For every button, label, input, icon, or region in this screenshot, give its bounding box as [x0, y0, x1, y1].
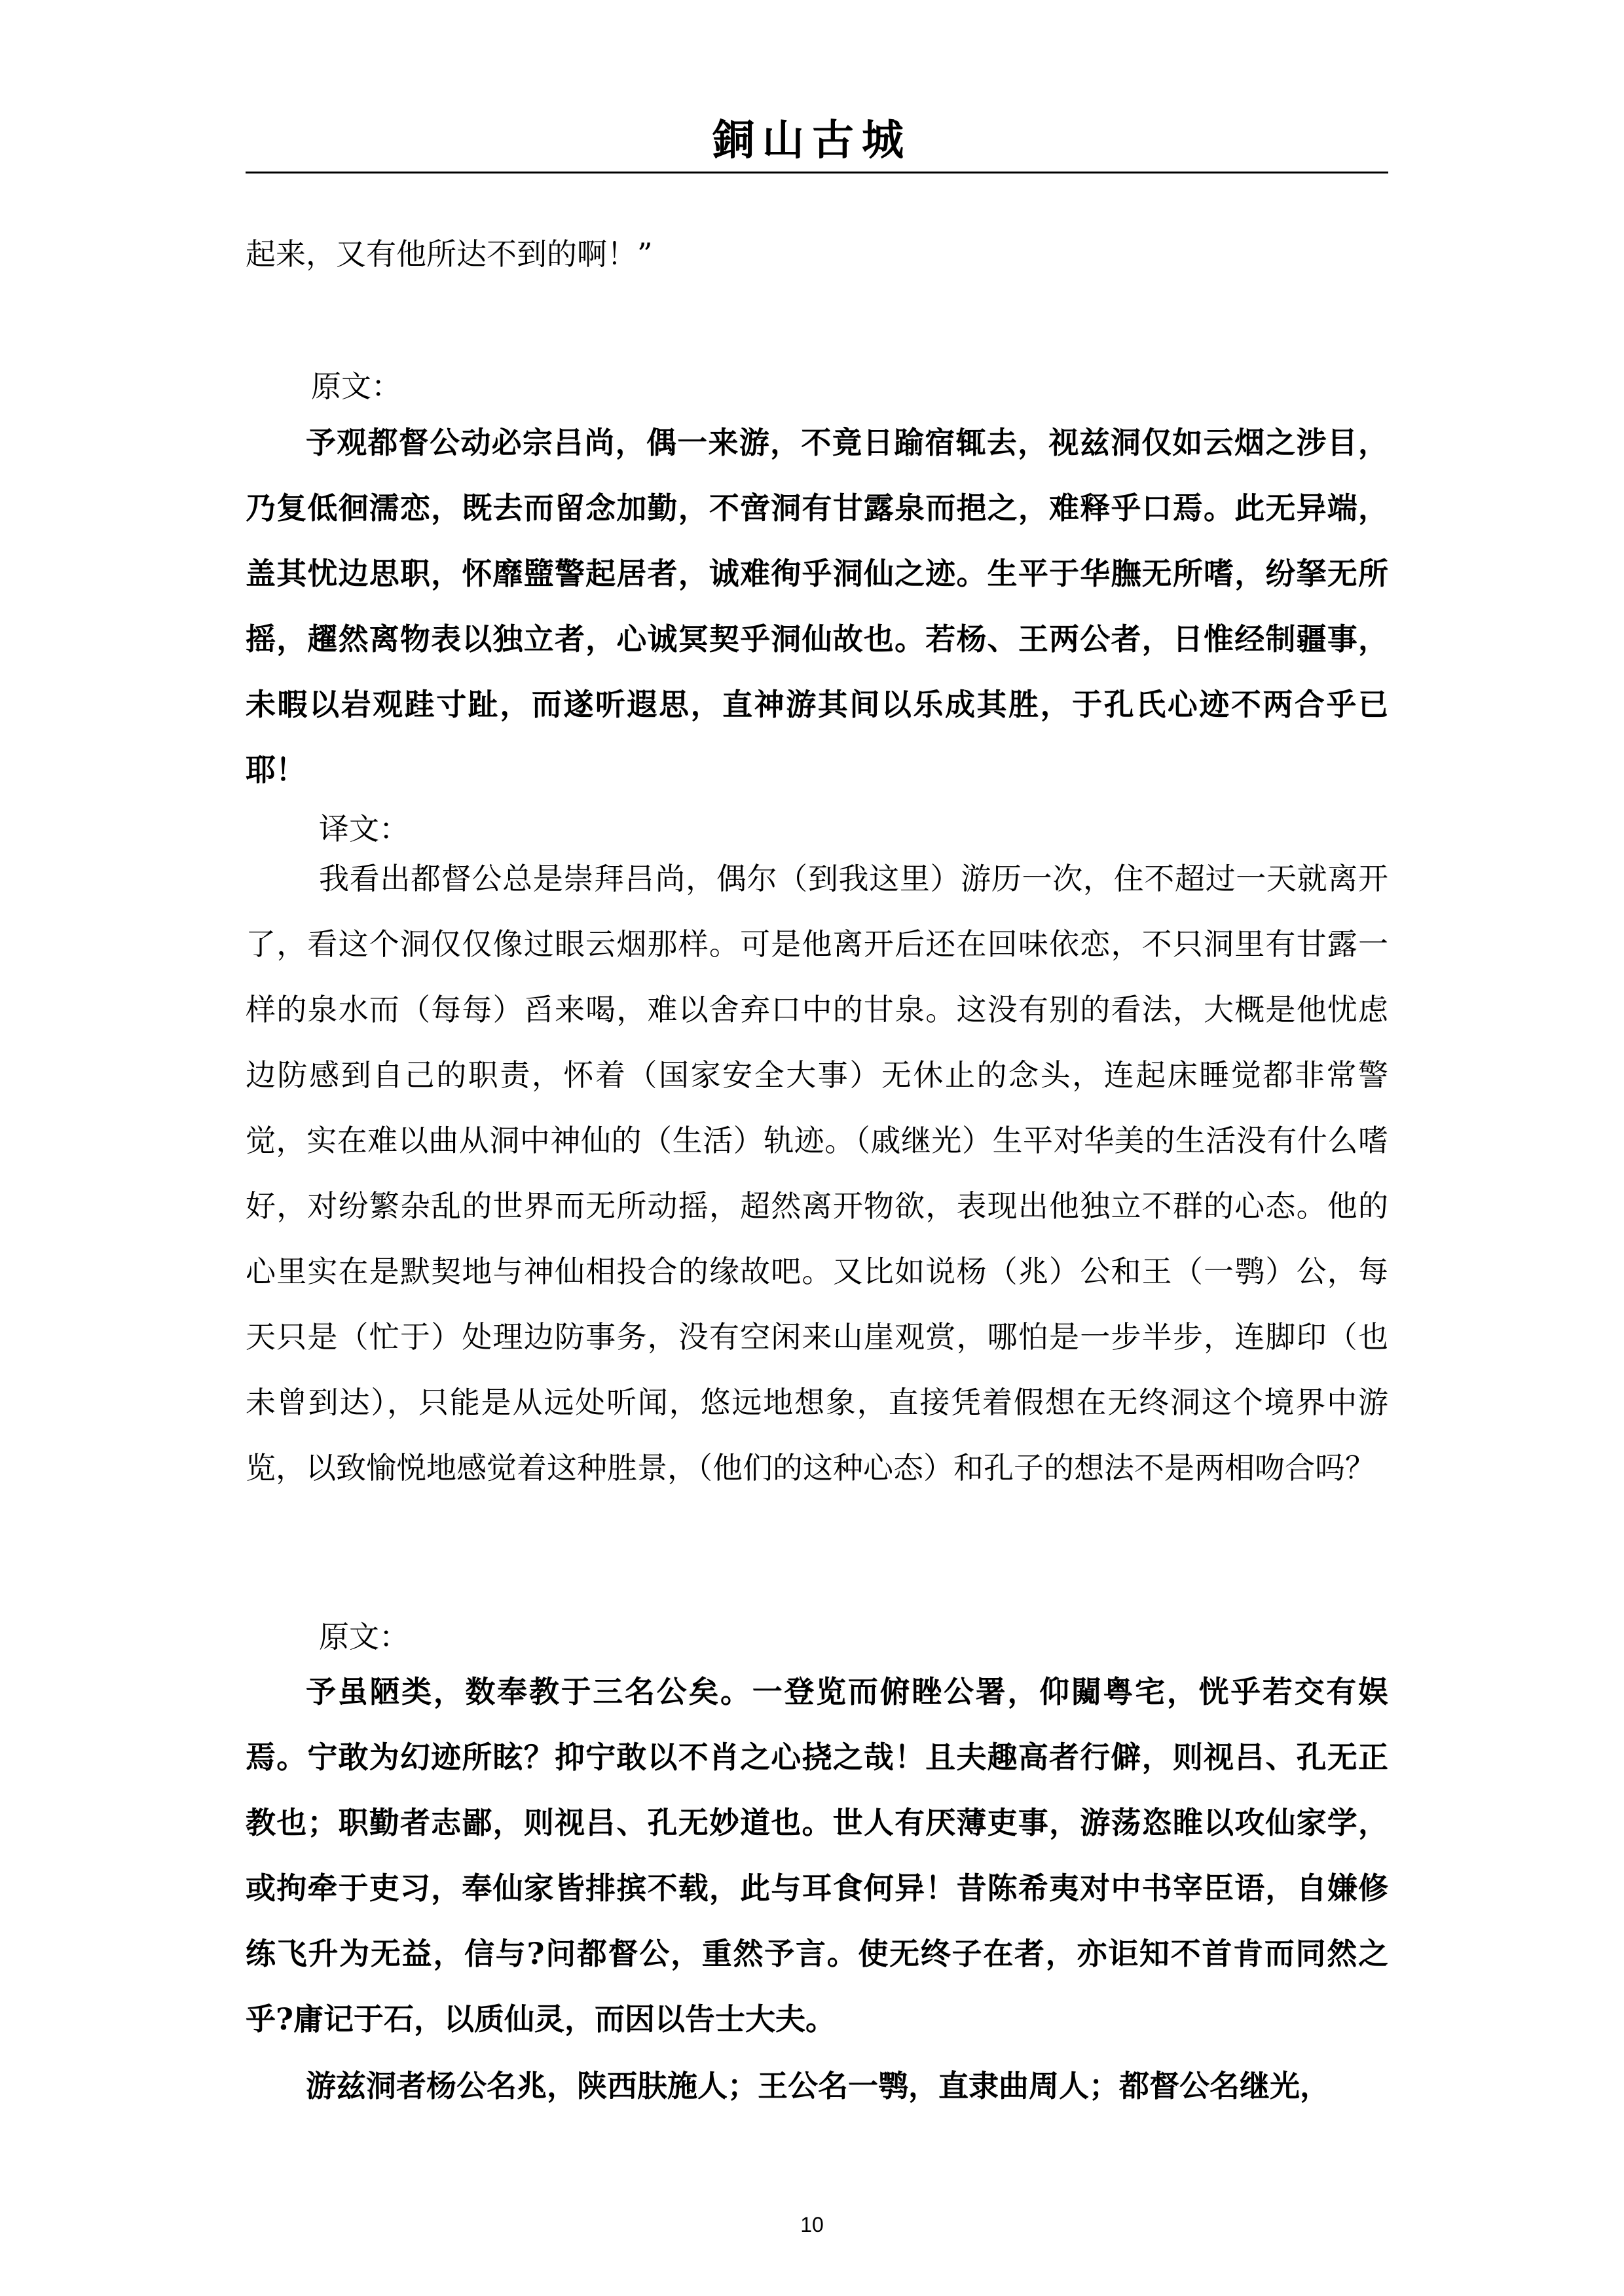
section2-original-paragraph: 予虽陋类，数奉教于三名公矣。一登览而俯睉公署，仰闚粤宅，恍乎若交有娱焉。宁敢为幻迹所眩？抑宁敢以不肖之心挠之哉！且夫趣高者行僻，则视吕、孔无正教也；职勤者志鄙，则视吕、孔无妙道也。世人有厌薄吏事，游荡恣睢以攻仙家学，或拘牵于吏习，奉仙家皆排摈不载，此与耳食何异！昔陈希夷对中书宰臣语，自嫌修练飞升为无益，信与?问都督公，重然予言。使无终子在者，亦讵知不首肯而同然之乎?庸记于石，以质仙灵，而因以告士大夫。: [246, 1674, 1388, 2037]
section2-original-label: 原文：: [319, 1619, 409, 1654]
page-number: 10: [800, 2213, 824, 2236]
continuation-paragraph: 起来，又有他所达不到的啊！”: [246, 236, 653, 272]
section1-translation-label: 译文：: [319, 811, 409, 847]
section2-closing-paragraph: 游兹洞者杨公名兆，陕西肤施人；王公名一鹗，直隶曲周人；都督公名继光，: [306, 2068, 1330, 2104]
section1-original-label: 原文：: [311, 369, 401, 404]
section1-original-paragraph: 予观都督公动必宗吕尚，偶一来游，不竟日踰宿辄去，视兹洞仅如云烟之涉目，乃复低徊濡恋，既去而留念加勤，不啻洞有甘露泉而挹之，难释乎口焉。此无异端，盖其忧边思职，怀靡盬警起居者，诚难徇乎洞仙之迹。生平于华膴无所嗜，纷拏无所摇，趯然离物表以独立者，心诚冥契乎洞仙故也。若杨、王两公者，日惟经制疆事，未暇以岩观跬寸趾，而遂听遐思，直神游其间以乐成其胜，于孔氏心迹不两合乎已耶！: [246, 425, 1388, 788]
section1-translation-paragraph: 我看出都督公总是崇拜吕尚，偶尔（到我这里）游历一次，住不超过一天就离开了，看这个洞仅仅像过眼云烟那样。可是他离开后还在回味依恋，不只洞里有甘露一样的泉水而（每每）舀来喝，难以舍弃口中的甘泉。这没有别的看法，大概是他忧虑边防感到自己的职责，怀着（国家安全大事）无休止的念头，连起床睡觉都非常警觉，实在难以曲从洞中神仙的（生活）轨迹。（戚继光）生平对华美的生活没有什么嗜好，对纷繁杂乱的世界而无所动摇，超然离开物欲，表现出他独立不群的心态。他的心里实在是默契地与神仙相投合的缘故吧。又比如说杨（兆）公和王（一鹗）公，每天只是（忙于）处理边防事务，没有空闲来山崖观赏，哪怕是一步半步，连脚印（也未曾到达），只能是从远处听闻，悠远地想象，直接凭着假想在无终洞这个境界中游览，以致愉悦地感觉着这种胜景，（他们的这种心态）和孔子的想法不是两相吻合吗？: [246, 861, 1388, 1485]
header-divider: [246, 172, 1388, 173]
page-header-title: 銅山古城: [712, 116, 912, 165]
